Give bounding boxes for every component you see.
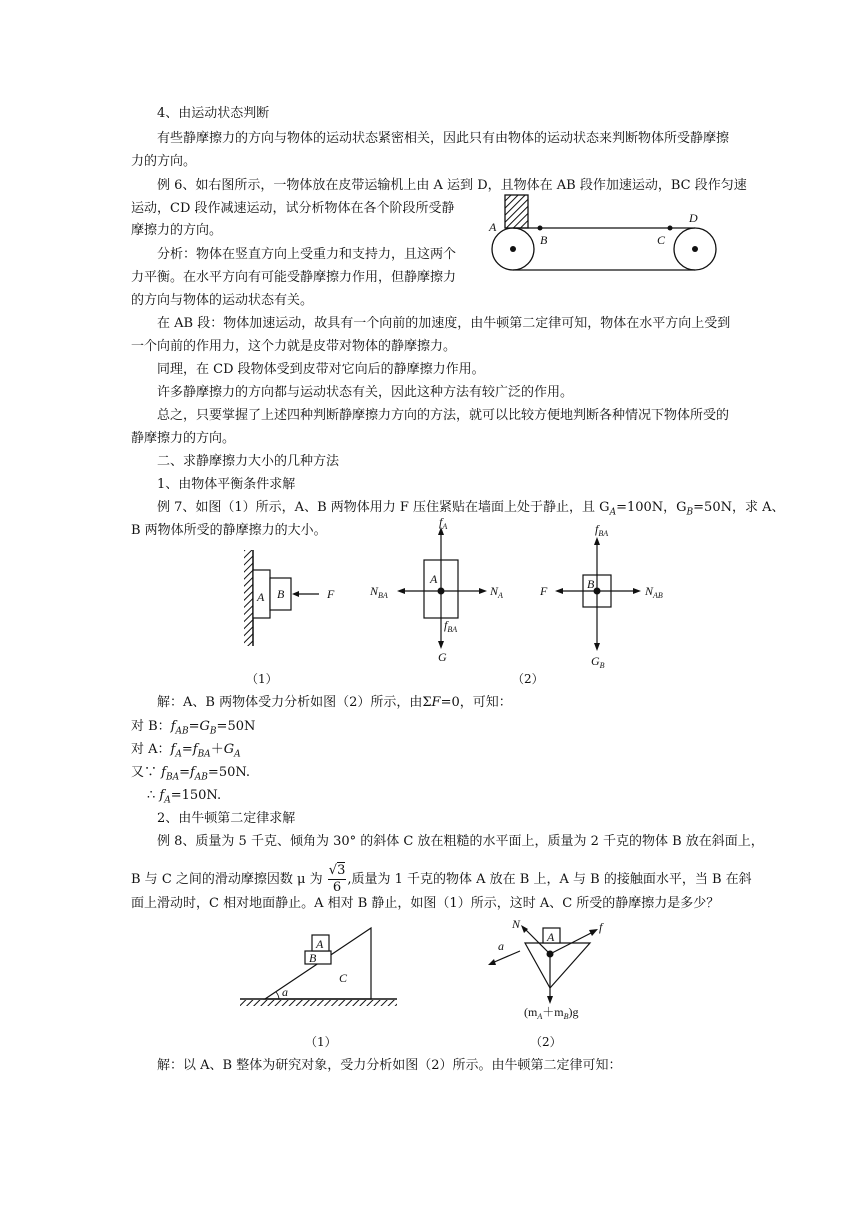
solution-8-line: 解：以 A、B 整体为研究对象，受力分析如图（2）所示。由牛顿第二定律可知： [157, 1058, 622, 1073]
svg-text:A: A [489, 220, 497, 234]
svg-text:B: B [540, 233, 548, 247]
belt-object-block [505, 195, 528, 228]
svg-text:A: A [316, 937, 324, 951]
figure-caption-2b: （2） [530, 1035, 562, 1049]
figure-caption-2: （2） [512, 672, 544, 686]
svg-text:a: a [498, 939, 504, 953]
svg-text:C: C [339, 971, 348, 985]
solution-7-line: 解：A、B 两物体受力分析如图（2）所示，由ΣF=0，可知： [157, 695, 512, 710]
svg-text:a: a [282, 985, 288, 999]
example-6-line: 运动，CD 段作减速运动，试分析物体在各个阶段所受静 [131, 201, 455, 216]
svg-text:NBA: $N_{BA}$ [370, 584, 388, 600]
svg-text:N: N [512, 917, 521, 931]
paragraph: 在 AB 段：物体加速运动，故具有一个向前的加速度，由牛顿第二定律可知，物体在水平方向上受到 [157, 316, 731, 331]
wall-figure [235, 545, 355, 655]
analysis-line: 的方向与物体的运动状态有关。 [131, 293, 314, 308]
svg-text:F: F [540, 584, 548, 598]
svg-text:B: B [309, 951, 317, 965]
svg-text:F: F [327, 587, 335, 601]
figure-caption-1: （1） [246, 672, 278, 686]
example-7-line: B 两物体所受的静摩擦力的大小。 [131, 523, 327, 538]
example-8-line: B 与 C 之间的滑动摩擦因数 μ 为 $\frac{√3}{6}$ ,质量为 1 千克的物体 A 放在 B 上，A 与 B 的接触面水平，当 B 在斜 [131, 863, 752, 895]
svg-text:C: C [657, 233, 666, 247]
svg-text:B: B [277, 587, 285, 601]
subsection-1-heading: 1、由物体平衡条件求解 [157, 477, 296, 492]
svg-text:A: A [430, 572, 438, 586]
svg-text:B: B [587, 577, 595, 591]
figure-caption-1b: （1） [305, 1035, 337, 1049]
fraction-sqrt3-over-6: $\frac{√3}{6}$ [328, 863, 346, 895]
paragraph: 总之，只要掌握了上述四种判断静摩擦力方向的方法，就可以比较方便地判断各种情况下物体所受的 [157, 408, 730, 423]
paragraph: 一个向前的作用力，这个力就是皮带对物体的静摩擦力。 [131, 339, 457, 354]
svg-text:f: f [599, 920, 603, 934]
incline-force-diagram [480, 918, 630, 1030]
paragraph: 许多静摩擦力的方向都与运动状态有关，因此这种方法有较广泛的作用。 [157, 385, 574, 400]
conveyor-figure [480, 190, 730, 280]
example-8-line: 面上滑动时，C 相对地面静止。A 相对 B 静止，如图（1）所示，这时 A、C 所受的静摩擦力是多少？ [131, 896, 720, 911]
svg-text:G: G [438, 650, 447, 664]
paragraph: 有些静摩擦力的方向与物体的运动状态紧密相关，因此只有由物体的运动状态来判断物体所受静摩擦 [157, 131, 730, 146]
force-diagram-A [360, 515, 520, 665]
svg-text:GB: $G_B$ [591, 654, 605, 670]
equation-since: 又∵ $f_{BA}=f_{AB}=50N$. [131, 765, 251, 783]
equation-therefore: ∴ $f_A=150N$. [147, 788, 222, 806]
paragraph: 力的方向。 [131, 154, 197, 169]
equation-A: 对 A：$f_A=f_{BA}+G_A$ [131, 742, 241, 760]
svg-text:fBA: $f_{BA}$ [444, 618, 458, 634]
incline-figure [235, 918, 405, 1018]
svg-text:fBA: $f_{BA}$ [595, 522, 609, 538]
svg-text:NAB: $N_{AB}$ [645, 584, 663, 600]
svg-text:fA: $f_A$ [439, 515, 448, 531]
force-diagram-B [535, 515, 695, 670]
svg-text:A: A [257, 590, 265, 604]
example-6-line: 摩擦力的方向。 [131, 223, 223, 238]
example-6-line: 例 6、如右图所示，一物体放在皮带运输机上由 A 运到 D，且物体在 AB 段作加速运动，BC 段作匀速 [157, 178, 747, 193]
example-7-line: 例 7、如图（1）所示，A、B 两物体用力 F 压住紧贴在墙面上处于静止，且 $G_A=100N$，$G_B=50N$，求 A、 [157, 500, 785, 518]
svg-text:A: A [547, 930, 555, 944]
svg-text:(mA＋mB)g: $(m_A+m_B)g$ [524, 1005, 579, 1021]
paragraph: 静摩擦力的方向。 [131, 431, 236, 446]
subsection-2-heading: 2、由牛顿第二定律求解 [157, 811, 296, 826]
svg-text:NA: $N_A$ [490, 584, 503, 600]
section-4-title: 4、由运动状态判断 [157, 106, 270, 121]
analysis-line: 力平衡。在水平方向有可能受静摩擦力作用，但静摩擦力 [131, 270, 457, 285]
example-8-line: 例 8、质量为 5 千克、倾角为 30° 的斜体 C 放在粗糙的水平面上，质量为 2 千克的物体 B 放在斜面上， [157, 834, 764, 849]
paragraph: 同理，在 CD 段物体受到皮带对它向后的静摩擦力作用。 [157, 362, 485, 377]
analysis-line: 分析：物体在竖直方向上受重力和支持力，且这两个 [157, 247, 457, 262]
part-2-heading: 二、求静摩擦力大小的几种方法 [157, 454, 340, 469]
svg-text:D: D [689, 211, 698, 225]
equation-B: 对 B：$f_{AB}=G_B=50N$ [131, 719, 256, 737]
